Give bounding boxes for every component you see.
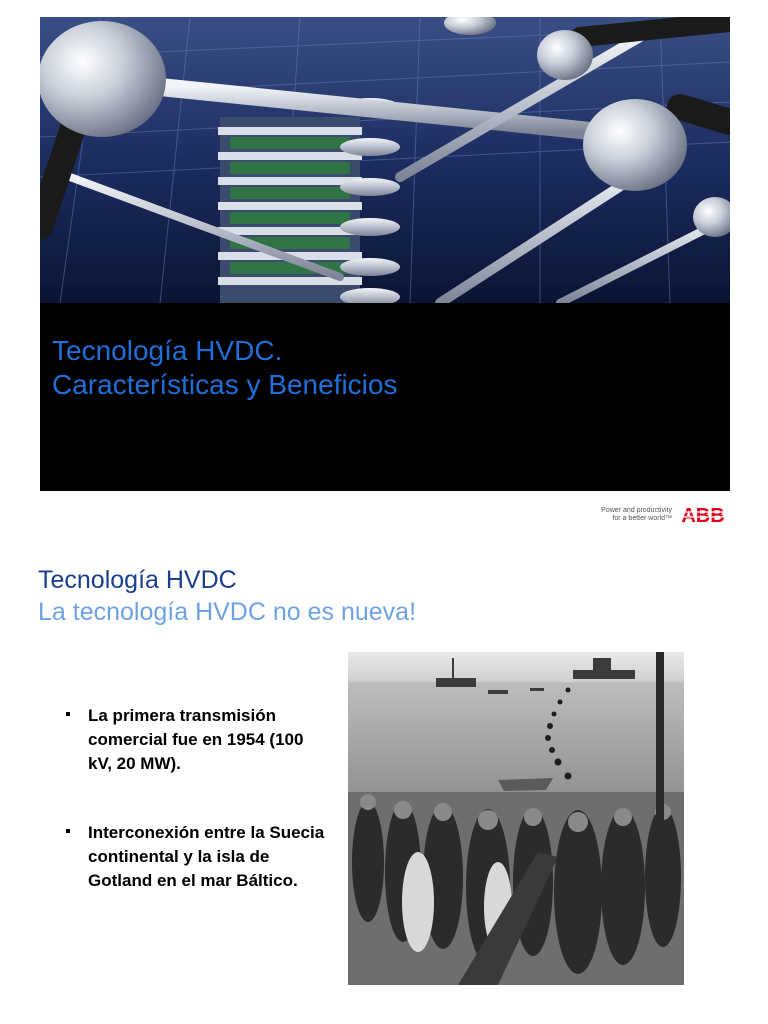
abb-logo: [678, 505, 728, 525]
abb-logo-text: ABB: [681, 505, 725, 525]
tagline: [601, 507, 672, 523]
bullet-square-icon: [66, 829, 70, 833]
bullet-item: [66, 704, 326, 776]
hvdc-valve-hall-photo: [40, 17, 730, 303]
abb-footer: [601, 505, 728, 525]
bullet-item: [66, 821, 326, 893]
slide-title-line-1: Tecnología HVDC.: [52, 335, 283, 366]
slide-2-subtitle: La tecnología HVDC no es nueva!: [38, 598, 417, 626]
slide-2-title: Tecnología HVDC: [38, 566, 237, 594]
hvdc-valve-hall-image: [40, 17, 730, 303]
tagline-line-1: Power and productivity: [601, 507, 672, 514]
historic-cable-laying-photo: [348, 652, 684, 985]
historic-cable-laying-image: [348, 652, 684, 985]
title-block: [40, 303, 730, 491]
tagline-line-2: for a better world™: [612, 515, 672, 522]
bullet-list: [66, 704, 326, 893]
bullet-square-icon: [66, 712, 70, 716]
slide-2: [0, 540, 768, 1024]
slide-title-line-2: Características y Beneficios: [52, 369, 398, 400]
bullet-text: Interconexión entre la Suecia continental y la isla de Gotland en el mar Báltico.: [88, 823, 325, 890]
bullet-text: La primera transmisión comercial fue en 1954 (100 kV, 20 MW).: [88, 706, 304, 773]
